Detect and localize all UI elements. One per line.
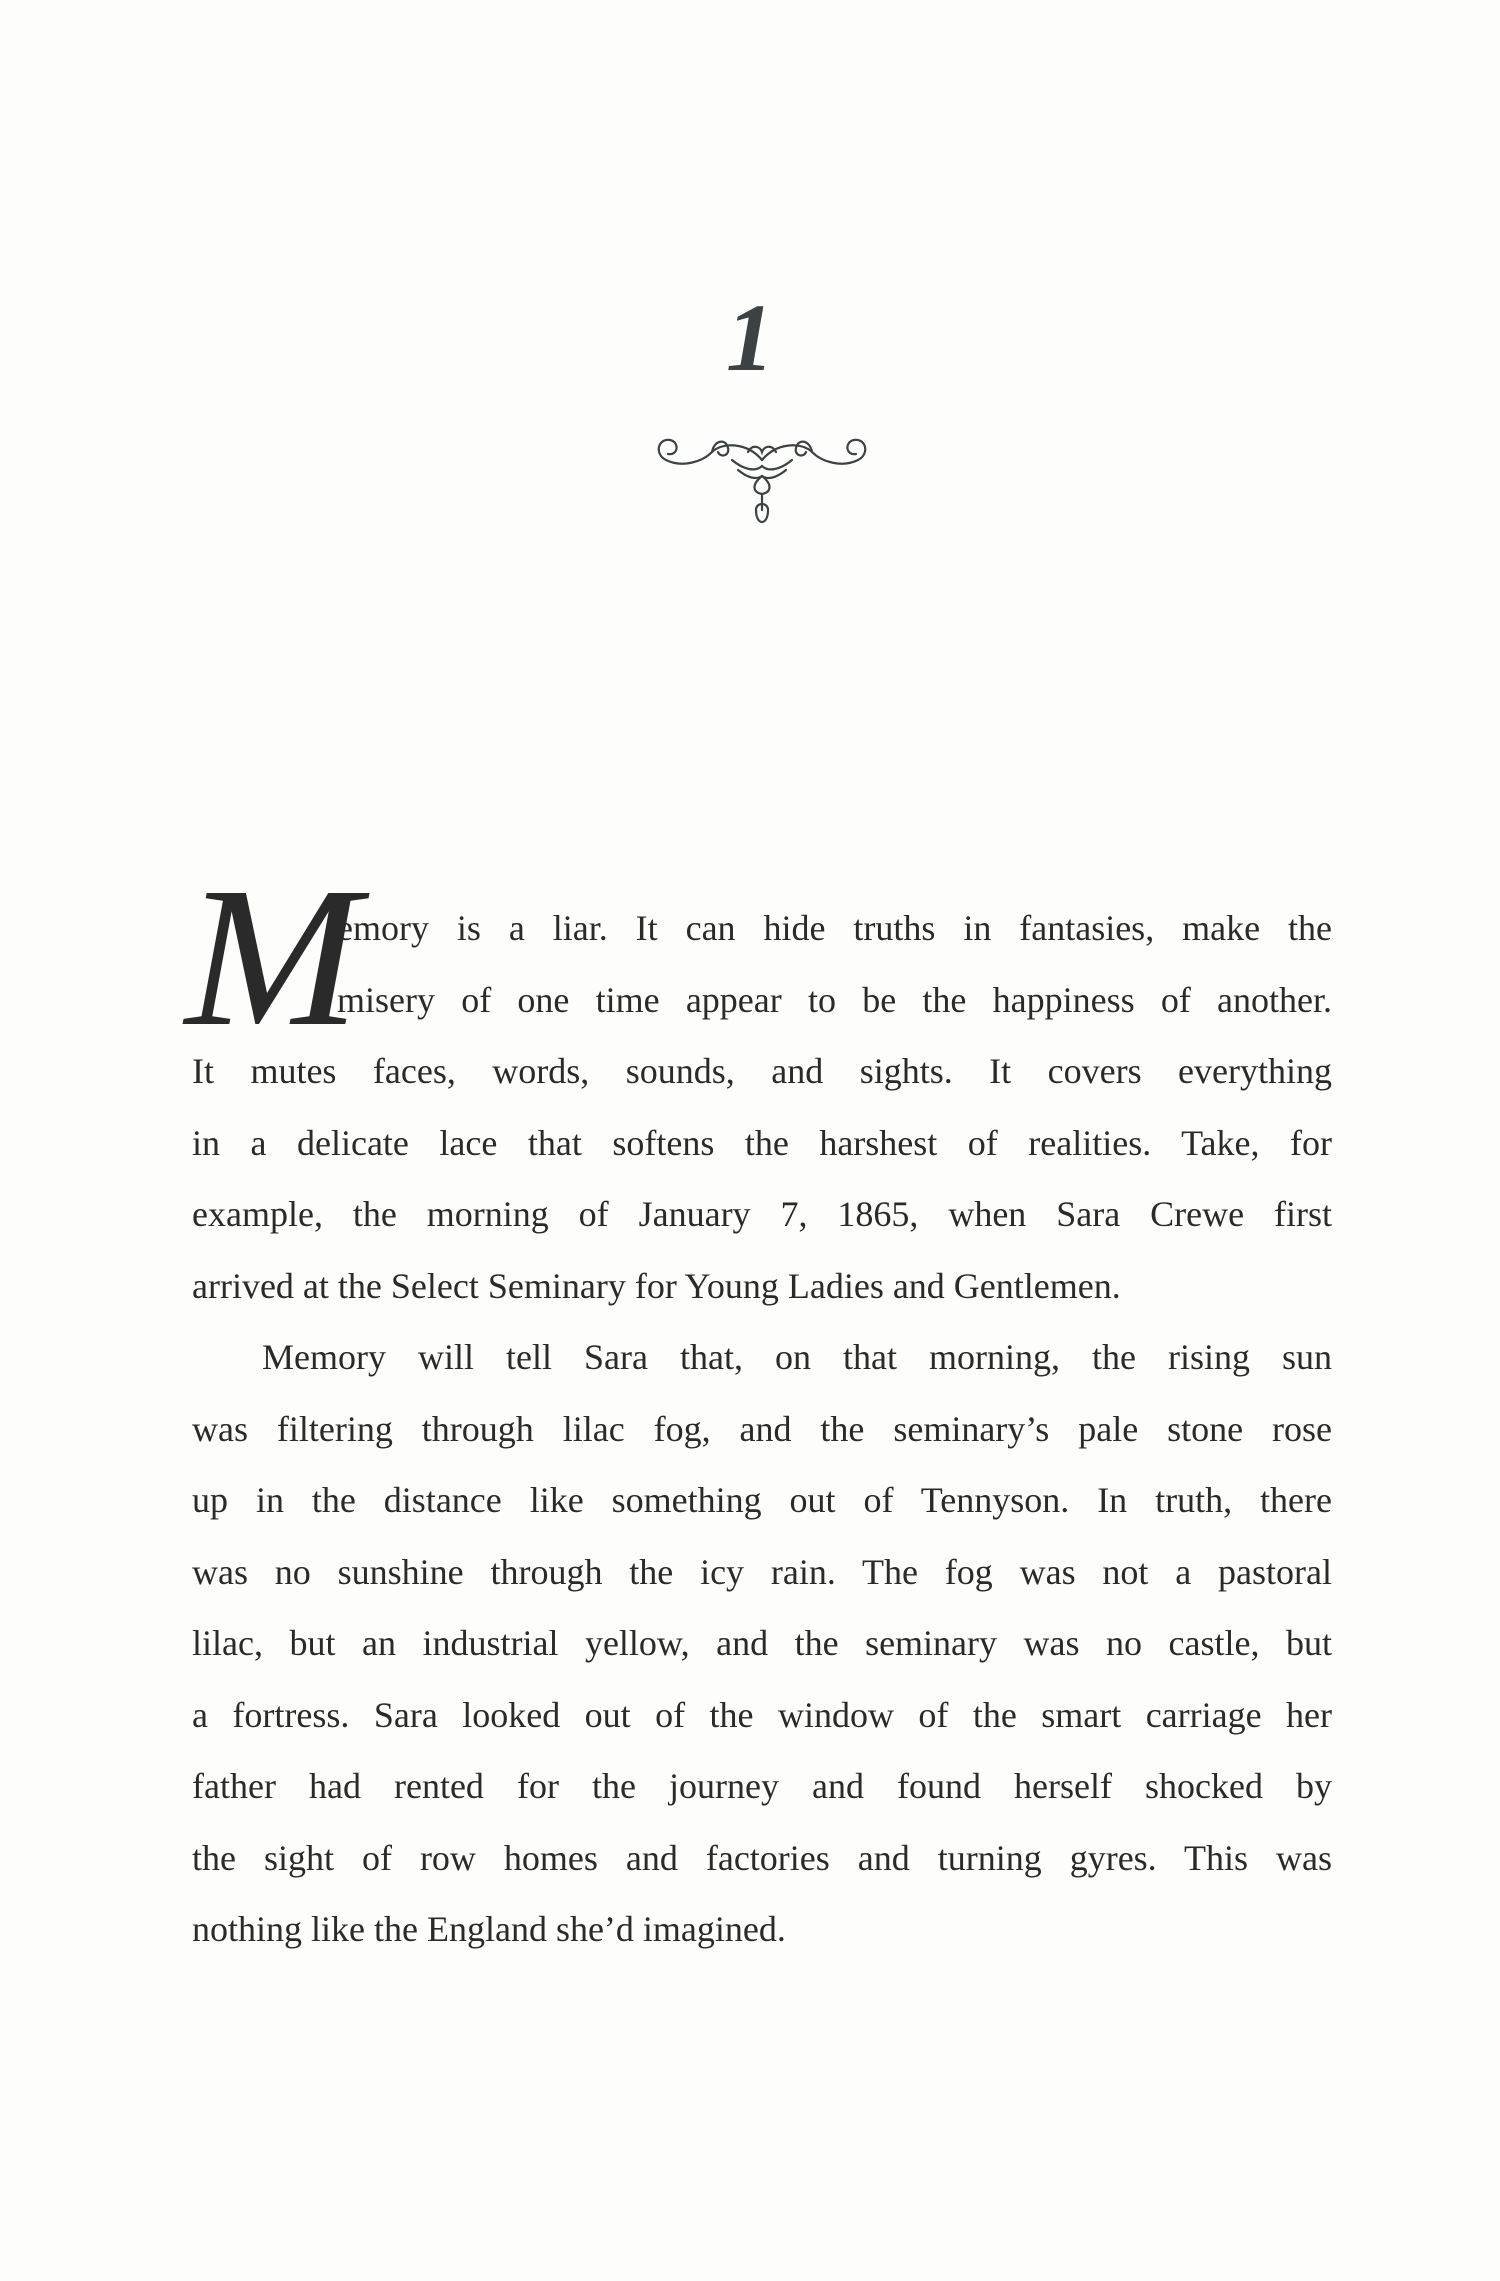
drop-cap: M [185,847,360,1068]
text-line: arrived at the Select Seminary for Young Ladies and Gentlemen. [192,1265,1121,1306]
text-line: in a delicate lace that softens the harshest of realities. Take, for [192,1122,1332,1163]
text-line: was filtering through lilac fog, and the seminary’s pale stone rose [192,1408,1332,1449]
flourish-ornament-icon [652,430,872,530]
text-line: example, the morning of January 7, 1865, when Sara Crewe first [192,1194,1332,1234]
text-line: misery of one time appear to be the happiness of another. [337,979,1332,1020]
paragraph-1 [192,893,1332,1322]
text-line: Memory will tell Sara that, on that morning, the rising sun [262,1337,1332,1377]
paragraph-2 [192,1322,1332,1966]
text-line: a fortress. Sara looked out of the window of the smart carriage her [192,1694,1332,1735]
chapter-number: 1 [726,284,774,391]
text-line: It mutes faces, words, sounds, and sights. It covers everything [192,1051,1332,1091]
text-line: father had rented for the journey and found herself shocked by [192,1766,1332,1806]
text-line: the sight of row homes and factories and turning gyres. This was [192,1837,1332,1878]
text-line: was no sunshine through the icy rain. The fog was not a pastoral [192,1551,1332,1592]
text-line: nothing like the England she’d imagined. [192,1909,786,1949]
text-line: lilac, but an industrial yellow, and the seminary was no castle, but [192,1623,1332,1663]
text-line: up in the distance like something out of Tennyson. In truth, there [192,1480,1332,1520]
chapter-body [192,893,1332,1966]
text-line: emory is a liar. It can hide truths in fantasies, make the [337,908,1332,948]
